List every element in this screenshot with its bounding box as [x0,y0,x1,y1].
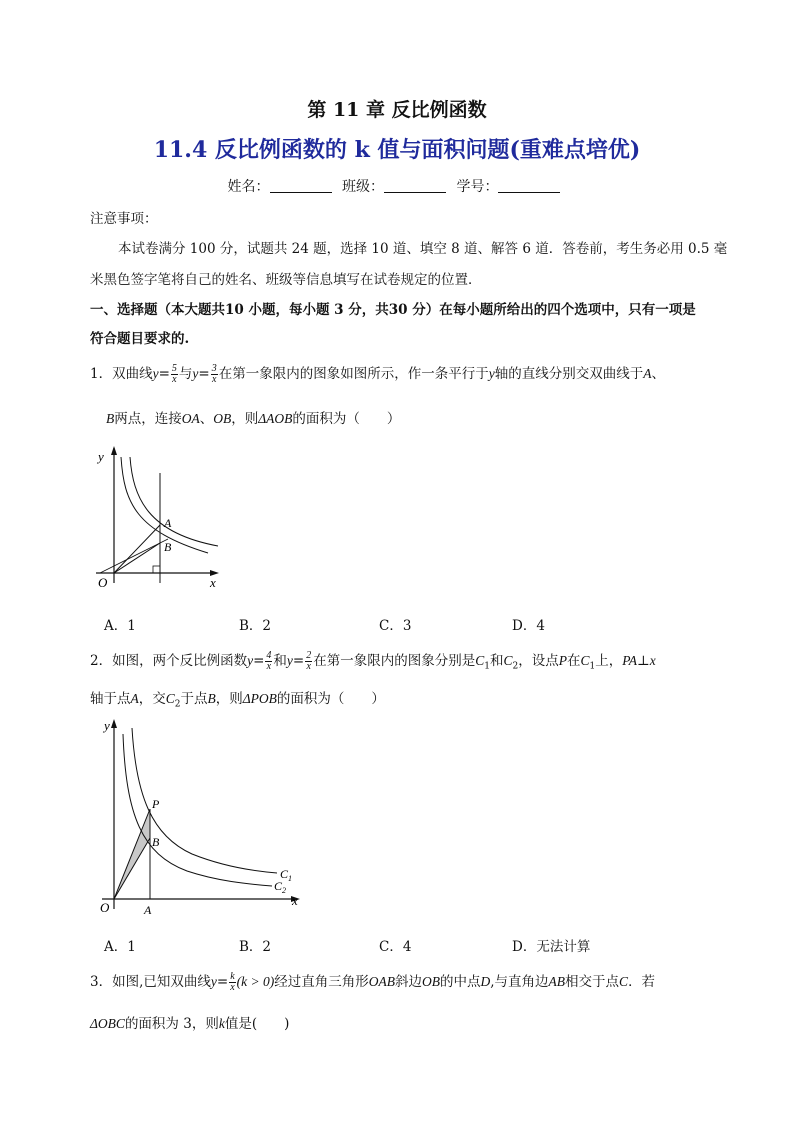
q2-fig-label-y: y [104,718,110,733]
class-blank[interactable] [384,178,446,193]
q2-text-8: ，交 [138,691,166,707]
q3-segment-ab: AB [548,974,566,989]
q1-fig-label-b: B [164,540,172,554]
q1-text-1: 与 [178,366,193,382]
q2-var-y: y [247,653,254,668]
q2-curve-c1-2: C [580,653,590,668]
q3-condition: (k > 0) [236,974,275,989]
q3-fraction [229,972,235,993]
class-label: 班级： [342,179,384,195]
q2-text-5: 在 [566,653,581,669]
q3-point-c: C [619,974,629,989]
q1-text-5: 两点，连接 [114,411,182,427]
q2-fig-label-x: x [292,893,298,908]
q2-text-6: 上， [595,653,623,669]
q2-line-1: 2．如图，两个反比例函数y= $\frac{4}{x}$ 和y= $\frac{2}{x}$ 在第一象限内的图象分别是$C_1$和$C_2$，设点P在$C_1$上，PA⊥x [90,650,656,672]
q2-frac1-den: x [266,661,272,672]
q2-sub-2b: 2 [174,699,181,710]
chapter-heading: 第 11 章 反比例函数 [307,99,487,121]
q1-line-1: 1．双曲线y= $\frac{5}{x}$ 与y= $\frac{3}{x}$ 在第一象限内的图象如图所示，作一条平行于y轴的直线分别交双曲线于A、 [90,363,665,385]
q1-fraction-1 [171,364,178,385]
q1-frac2-den: x [211,374,217,385]
notice-line-2: 米黑色签字笔将自己的姓名、班级等信息填写在试卷规定的位置． [90,272,482,288]
q2-option-b[interactable]: B．2 [239,939,272,955]
q2-segment-pa: PA [622,653,637,668]
q3-var-k: k [218,1016,225,1031]
q3-frac-num: k [230,971,235,982]
q2-frac2-den: x [306,661,311,672]
q1-fig-label-a: A [164,516,172,530]
page-title: 11.4 反比例函数的 k 值与面积问题(重难点培优) [153,137,641,163]
q3-var-y: y [210,974,217,989]
q2-text-2: 在第一象限内的图象分别是 [313,653,476,669]
q2-options [0,935,794,955]
q1-options [0,614,794,634]
q2-curve-c2-2: C [165,691,175,706]
q3-text-8: 值是( ) [224,1016,290,1032]
q2-figure [92,716,312,921]
q2-point-p: P [558,653,567,668]
q2-fig-c1-letter: C [280,867,289,881]
q2-var-y-2: y [286,653,293,668]
q1-option-a[interactable]: A．1 [104,618,136,634]
q2-segment-ob-line [114,838,150,899]
q1-var-y: y [152,366,159,381]
number-label: 学号： [456,179,499,195]
q2-y-arrow [111,719,117,728]
q1-triangle: ΔAOB [258,411,293,426]
name-label: 姓名： [227,179,270,195]
q2-number: 2．如图，两个反比例函数 [90,653,248,669]
q2-curve-c1: C [475,653,485,668]
q3-text-1: 经过直角三角形 [274,974,369,990]
q1-segment-oa: OA [181,411,200,426]
q2-fig-label-c2 [274,879,286,895]
q1-fig-label-x: x [210,575,216,590]
q2-perp-symbol: ⊥ [636,653,650,669]
q3-line-2 [90,1014,289,1034]
q2-sub-1: 1 [484,661,490,672]
q2-fig-c2-sub: 2 [282,886,287,895]
q2-fig-c2-letter: C [274,879,283,893]
q2-segment-op-line [114,809,150,899]
q1-fraction-2 [211,364,218,385]
q1-number: 1．双曲线 [90,366,153,382]
q3-text-5: 相交于点 [565,974,620,990]
q2-curve-c2: C [503,653,513,668]
q2-option-d[interactable]: D．无法计算 [512,939,591,955]
q2-fig-label-o: O [100,900,110,915]
q1-figure [88,443,228,593]
q1-frac1-den: x [172,374,177,385]
q1-var-y-3: y [488,366,495,381]
q1-text-4: 、 [651,366,665,382]
q2-text-4: ，设点 [518,653,559,669]
q3-text-3: 的中点 [440,974,481,990]
q1-text-8: 的面积为（ ） [292,411,401,427]
q1-point-b: B [106,411,115,426]
q1-text-7: ，则 [231,411,259,427]
q1-curve-3x [121,457,208,553]
q2-fig-label-b: B [152,835,160,849]
q2-fraction-1 [265,651,272,672]
name-blank[interactable] [270,178,332,193]
notice-line-1: 本试卷满分 100 分，试题共 24 题，选择 10 道、填空 8 道、解答 6 道．答卷前，考生务必用 0.5 毫 [118,241,728,257]
q3-line-1: 3．如图,已知双曲线y= $\frac{k}{x}$ (k > 0)经过直角三角形OAB斜边OB的中点D,与直角边AB相交于点C．若 [90,971,656,993]
q2-text-3: 和 [489,653,504,669]
q1-point-a: A [643,366,652,381]
q3-triangle-obc: ΔOBC [90,1016,125,1031]
q3-segment-ob: OB [422,974,440,989]
student-info-line [0,176,794,196]
q2-triangle: ΔPOB [242,691,277,706]
q3-frac-den: x [230,982,235,993]
q1-frac2-num: 3 [211,363,217,374]
q3-text-2: 斜边 [395,974,422,990]
q1-frac1-num: 5 [171,363,177,374]
q3-text-7: 的面积为 3，则 [124,1016,219,1032]
section-heading-line-1: 一、选择题（本大题共10 小题，每小题 3 分，共30 分）在每小题所给出的四个选项中，只有一项是 [90,302,696,318]
q2-sub-2: 2 [512,661,519,672]
notice-heading: 注意事项： [90,211,158,227]
q2-sub-1b: 1 [589,661,596,672]
number-blank[interactable] [498,178,560,193]
q1-y-arrow [111,446,117,455]
q2-frac2-num: 2 [306,650,312,661]
q1-option-d[interactable]: D．4 [512,618,545,634]
q3-text-4: ,与直角边 [490,974,549,990]
q3-number: 3．如图,已知双曲线 [90,974,211,990]
q1-text-3: 轴的直线分别交双曲线于 [494,366,644,382]
q1-fig-label-o: O [98,575,108,590]
q1-curve-5x [130,457,218,546]
q2-fig-c1-sub: 1 [288,874,293,883]
q1-extra-line [100,539,168,573]
q1-option-c[interactable]: C．3 [379,618,412,634]
q2-option-a[interactable]: A．1 [104,939,136,955]
q2-frac1-num: 4 [266,650,272,661]
q2-line-2 [90,689,385,715]
q2-fig-label-p: P [152,797,160,811]
section-heading-line-2: 符合题目要求的. [90,331,190,347]
q1-line-2 [106,409,400,429]
q2-var-x: x [649,653,656,668]
q2-fraction-2 [305,651,312,672]
q3-point-d: D [480,974,491,989]
q3-text-6: ．若 [628,974,656,990]
q2-curve-c2-line [123,734,272,886]
q1-right-angle-mark [153,566,160,573]
q1-var-y-2: y [192,366,199,381]
q1-option-b[interactable]: B．2 [239,618,272,634]
q2-text-9: 于点 [180,691,208,707]
q1-text-2: 在第一象限内的图象如图所示，作一条平行于 [218,366,489,382]
q1-text-6: 、 [199,411,214,427]
q2-text-7: 轴于点 [90,691,131,707]
q3-triangle-oab: OAB [368,974,395,989]
q2-point-a: A [130,691,139,706]
q2-text-10: ，则 [215,691,243,707]
q2-text-11: 的面积为（ ） [276,691,385,707]
q2-text-1: 和 [273,653,287,669]
q1-fig-label-y: y [98,449,104,464]
q2-point-b: B [207,691,216,706]
q2-fig-label-a: A [144,903,152,917]
q1-segment-ob: OB [213,411,232,426]
q2-option-c[interactable]: C．4 [379,939,412,955]
